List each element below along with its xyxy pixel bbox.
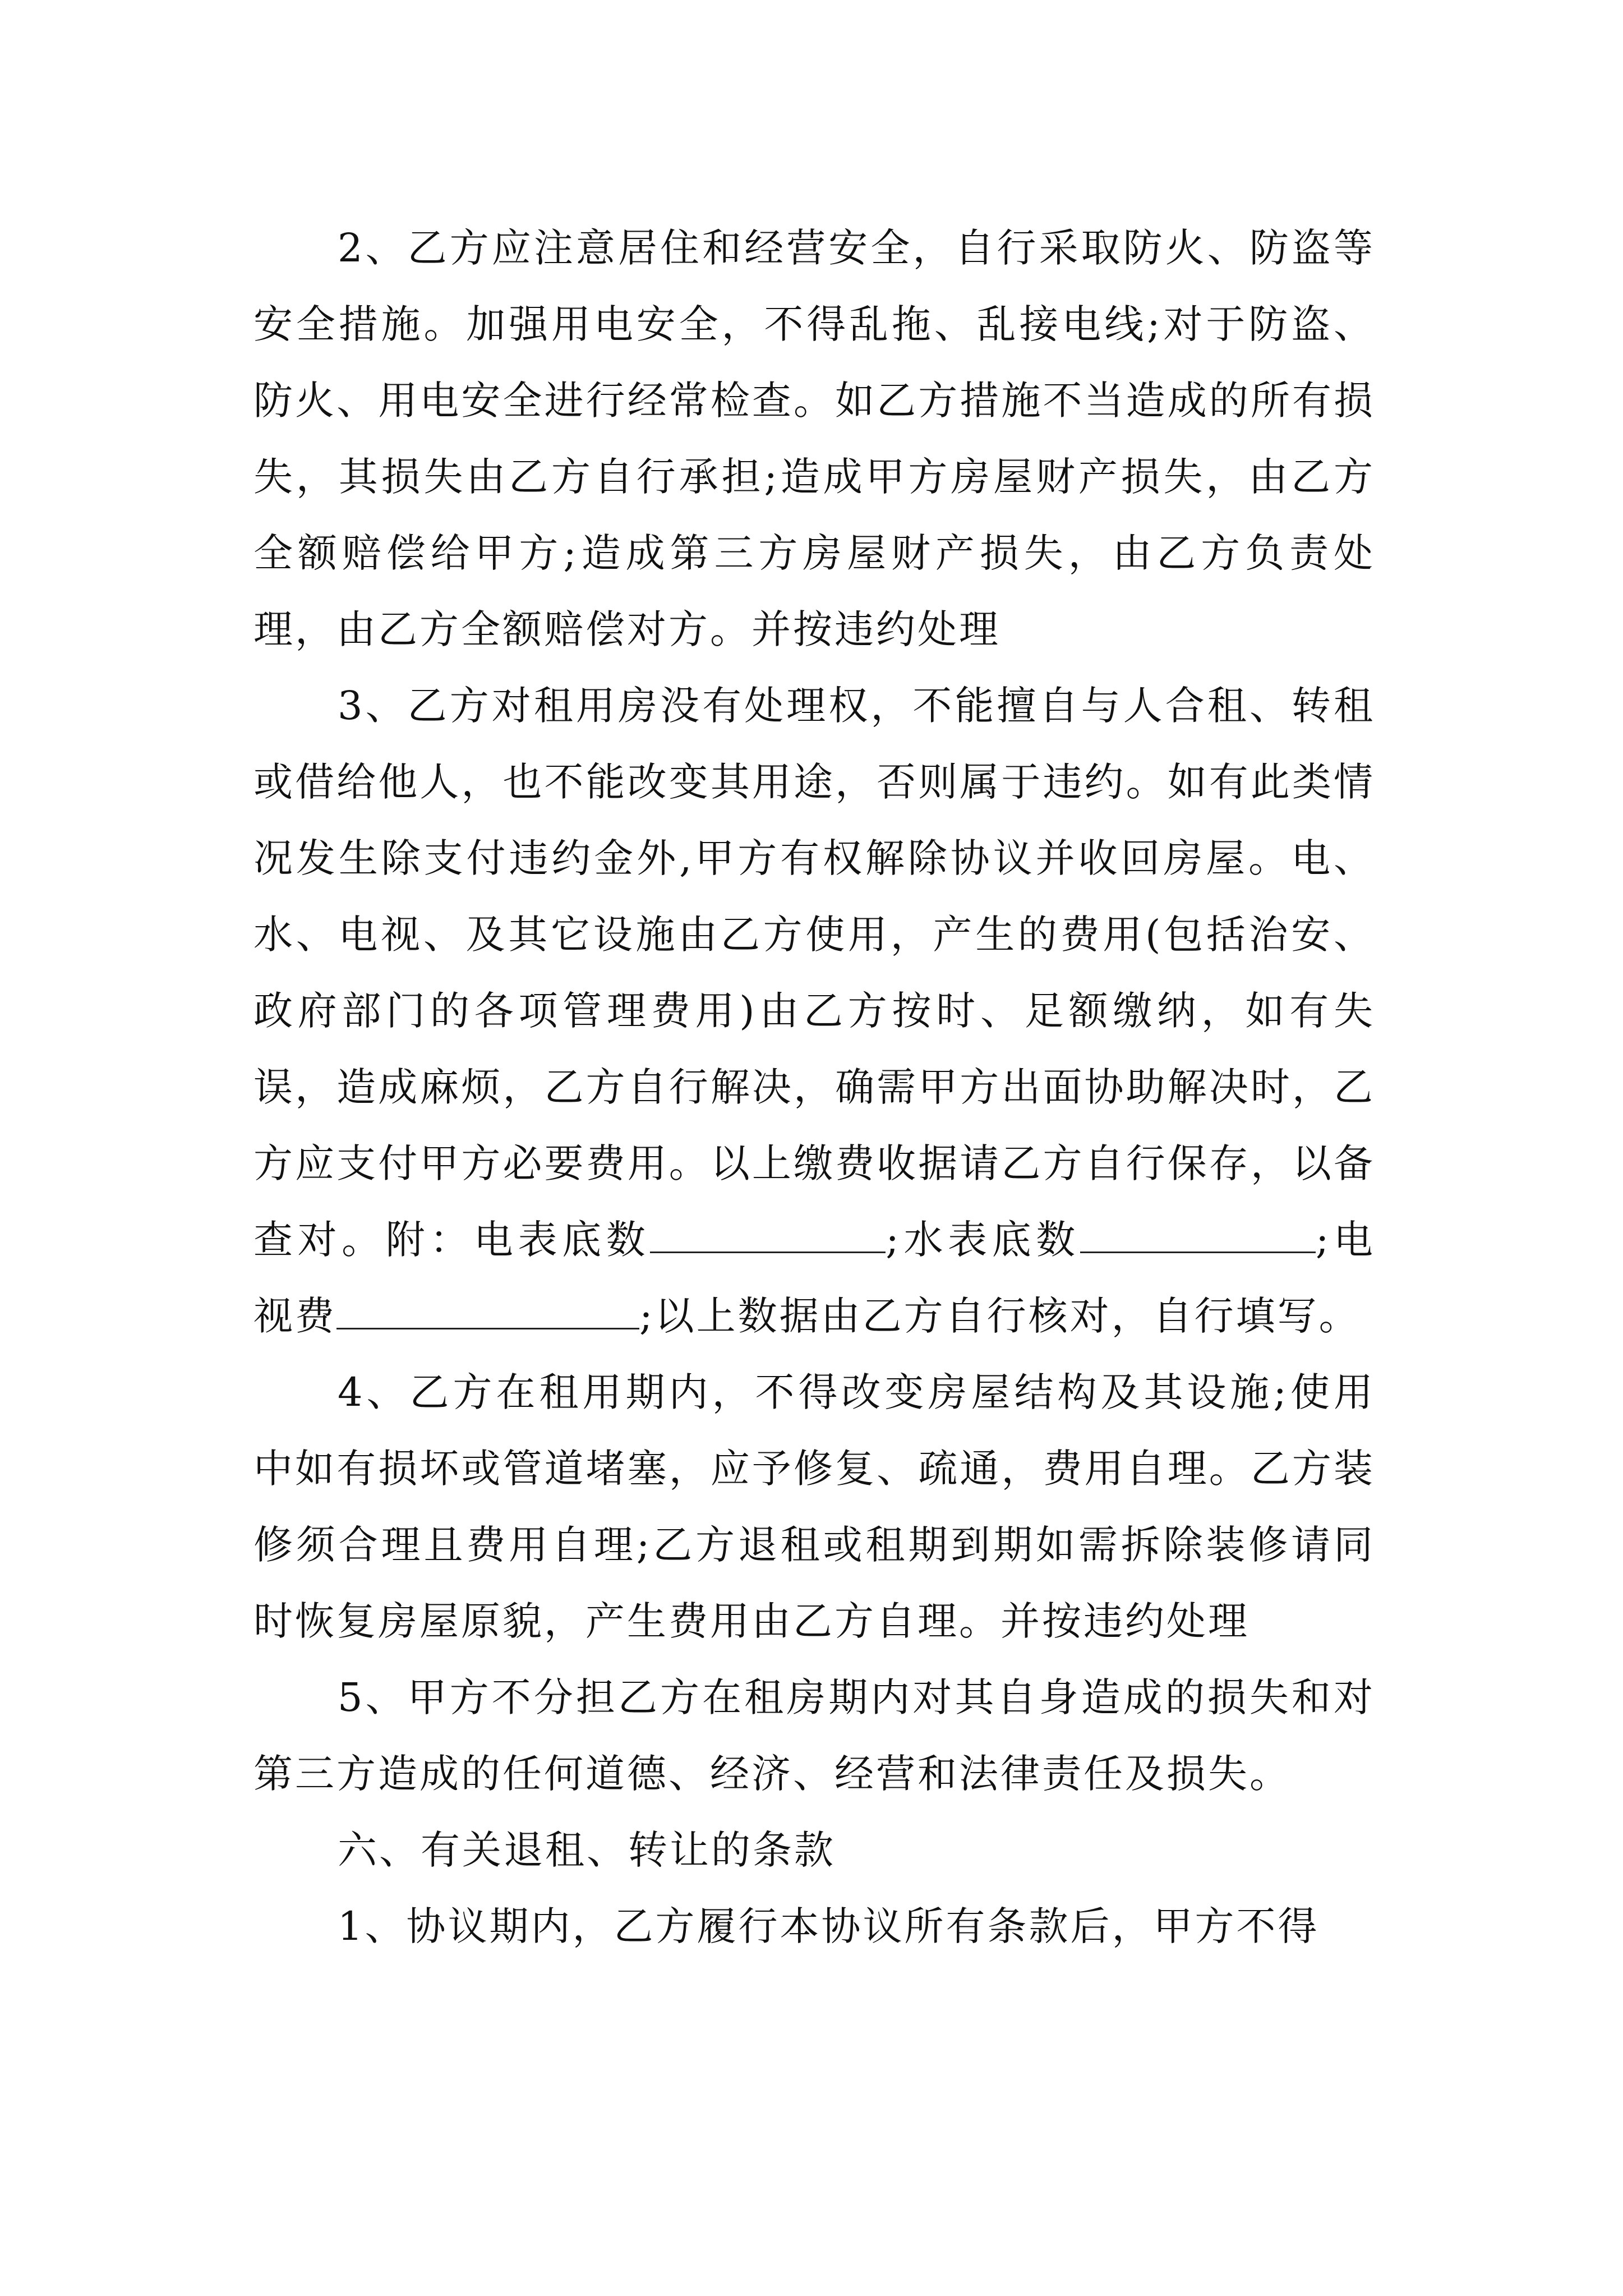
- electric-meter-blank: [650, 1212, 886, 1253]
- paragraph-clause-5: 5、甲方不分担乙方在租房期内对其自身造成的损失和对第三方造成的任何道德、经济、经营和法律责任及损失。: [253, 1674, 1375, 1797]
- water-meter-label: ;水表底数: [886, 1217, 1080, 1263]
- water-meter-blank: [1080, 1212, 1316, 1253]
- clause-3-text: 3、乙方对租用房没有处理权，不能擅自与人合租、转租或借给他人，也不能改变其用途，否则属于违约。如有此类情况发生除支付违约金外,甲方有权解除协议并收回房屋。电、水、电视、及其它设施由乙方使用，产生的费用(包括治安、政府部门的各项管理费用)由乙方按时、足额缴纳，如有失误，造成麻烦，乙方自行解决，确需甲方出面协助解决时，乙方应支付甲方必要费用。以上缴费收据请乙方自行保存，以备查对。附：电表底数: [253, 683, 1375, 1263]
- paragraph-clause-3: [253, 668, 1375, 1354]
- paragraph-clause-2: 2、乙方应注意居住和经营安全，自行采取防火、防盗等安全措施。加强用电安全，不得乱拖、乱接电线;对于防盗、防火、用电安全进行经常检查。如乙方措施不当造成的所有损失，其损失由乙方自行承担;造成甲方房屋财产损失，由乙方全额赔偿给甲方;造成第三方房屋财产损失，由乙方负责处理，由乙方全额赔偿对方。并按违约处理: [253, 225, 1375, 652]
- document-body: [253, 210, 1375, 1964]
- clause-3-ending: ;以上数据由乙方自行核对，自行填写。: [639, 1293, 1361, 1339]
- paragraph-section-six-clause-1: 1、协议期内，乙方履行本协议所有条款后，甲方不得: [338, 1903, 1320, 1949]
- section-heading-six: 六、有关退租、转让的条款: [338, 1827, 836, 1873]
- tv-fee-label: ;电视费: [253, 1217, 1375, 1339]
- tv-fee-blank: [336, 1289, 639, 1329]
- paragraph-clause-4: 4、乙方在租用期内，不得改变房屋结构及其设施;使用中如有损坏或管道堵塞，应予修复、疏通，费用自理。乙方装修须合理且费用自理;乙方退租或租期到期如需拆除装修请同时恢复房屋原貌，产生费用由乙方自理。并按违约处理: [253, 1369, 1375, 1644]
